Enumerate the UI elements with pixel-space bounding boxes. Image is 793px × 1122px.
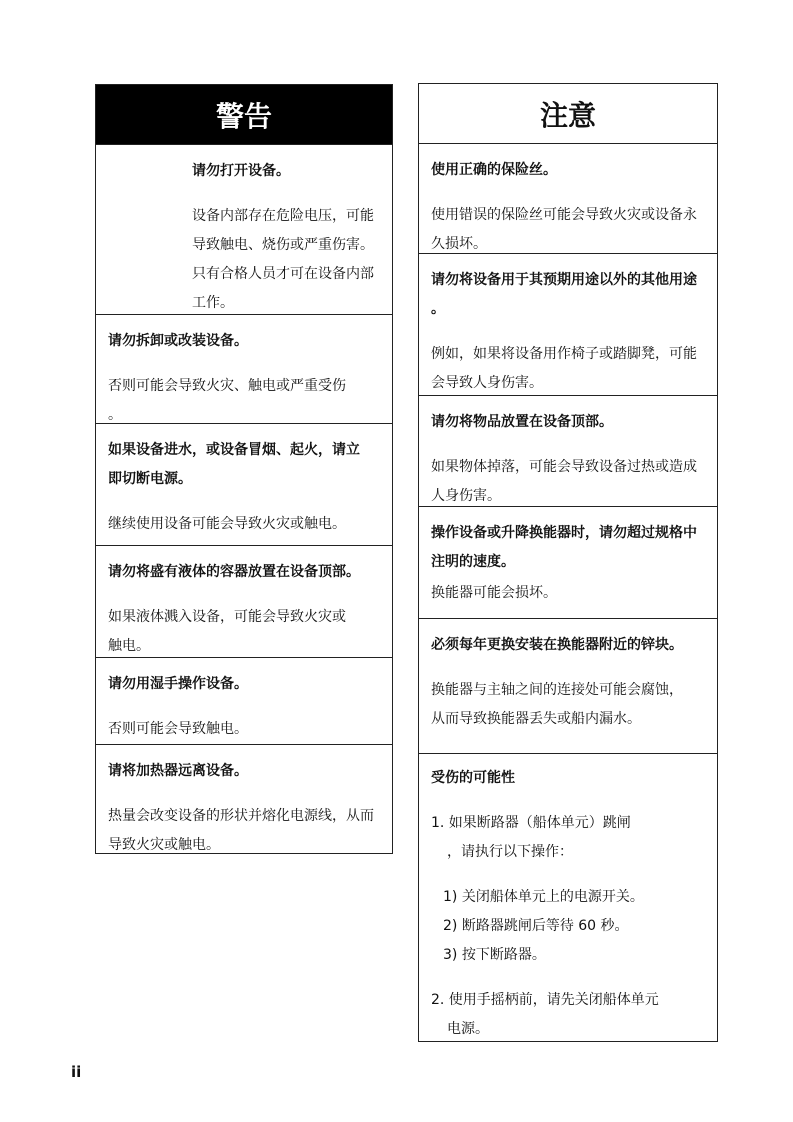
caution-title: 操作设备或升降换能器时，请勿超过规格中 注明的速度。 xyxy=(431,525,697,570)
warning-body: 设备内部存在危险电压，可能 导致触电、烧伤或严重伤害。 只有合格人员才可在设备内部 工作。 xyxy=(192,208,374,311)
warning-title: 请将加热器远离设备。 xyxy=(108,763,248,779)
warning-body: 热量会改变设备的形状并熔化电源线，从而 导致火灾或触电。 xyxy=(108,808,374,853)
warning-title: 请勿用湿手操作设备。 xyxy=(108,676,248,692)
warning-cell xyxy=(96,424,392,546)
caution-cell xyxy=(419,396,717,507)
caution-cell xyxy=(419,619,717,754)
warning-cell xyxy=(96,745,392,853)
caution-cell xyxy=(419,507,717,619)
warning-body: 继续使用设备可能会导致火灾或触电。 xyxy=(108,516,346,532)
caution-title: 请勿将物品放置在设备顶部。 xyxy=(431,414,613,430)
injury-step-1: 1. 如果断路器（船体单元）跳闸 ，请执行以下操作： xyxy=(431,815,631,860)
injury-step-2: 2. 使用手摇柄前，请先关闭船体单元 电源。 xyxy=(431,992,659,1037)
caution-cell xyxy=(419,254,717,396)
warning-title: 请勿拆卸或改装设备。 xyxy=(108,333,248,349)
caution-cell xyxy=(419,144,717,254)
caution-body: 如果物体掉落，可能会导致设备过热或造成 人身伤害。 xyxy=(431,459,697,504)
warning-cell xyxy=(96,658,392,745)
page-number: ii xyxy=(71,1063,82,1081)
warning-cell xyxy=(96,546,392,658)
warning-cell xyxy=(96,315,392,424)
caution-body: 换能器可能会损坏。 xyxy=(431,585,557,601)
warning-body: 如果液体溅入设备，可能会导致火灾或 触电。 xyxy=(108,609,346,654)
warning-column xyxy=(95,84,393,854)
injury-substeps xyxy=(431,883,709,970)
warning-cell xyxy=(96,145,392,315)
warning-title: 请勿将盛有液体的容器放置在设备顶部。 xyxy=(108,564,360,580)
caution-body: 例如，如果将设备用作椅子或踏脚凳，可能 会导致人身伤害。 xyxy=(431,346,697,391)
caution-header: 注意 xyxy=(419,84,717,144)
warning-body: 否则可能会导致触电。 xyxy=(108,721,248,737)
injury-substep: 3) 按下断路器。 xyxy=(443,947,546,963)
caution-body: 使用错误的保险丝可能会导致火灾或设备永 久损坏。 xyxy=(431,207,697,252)
warning-title: 如果设备进水，或设备冒烟、起火，请立 即切断电源。 xyxy=(108,442,360,487)
caution-title: 使用正确的保险丝。 xyxy=(431,162,557,178)
caution-title: 请勿将设备用于其预期用途以外的其他用途 。 xyxy=(431,272,697,317)
warning-title: 请勿打开设备。 xyxy=(192,163,290,179)
injury-substep: 2) 断路器跳闸后等待 60 秒。 xyxy=(443,918,629,934)
caution-body: 换能器与主轴之间的连接处可能会腐蚀， 从而导致换能器丢失或船内漏水。 xyxy=(431,682,683,727)
caution-title: 必须每年更换安装在换能器附近的锌块。 xyxy=(431,637,683,653)
warning-body: 否则可能会导致火灾、触电或严重受伤 。 xyxy=(108,378,346,423)
caution-cell-injury xyxy=(419,754,717,1041)
warning-header: 警告 xyxy=(96,85,392,145)
injury-title: 受伤的可能性 xyxy=(431,770,515,786)
injury-substep: 1) 关闭船体单元上的电源开关。 xyxy=(443,889,644,905)
caution-column xyxy=(418,83,718,1042)
